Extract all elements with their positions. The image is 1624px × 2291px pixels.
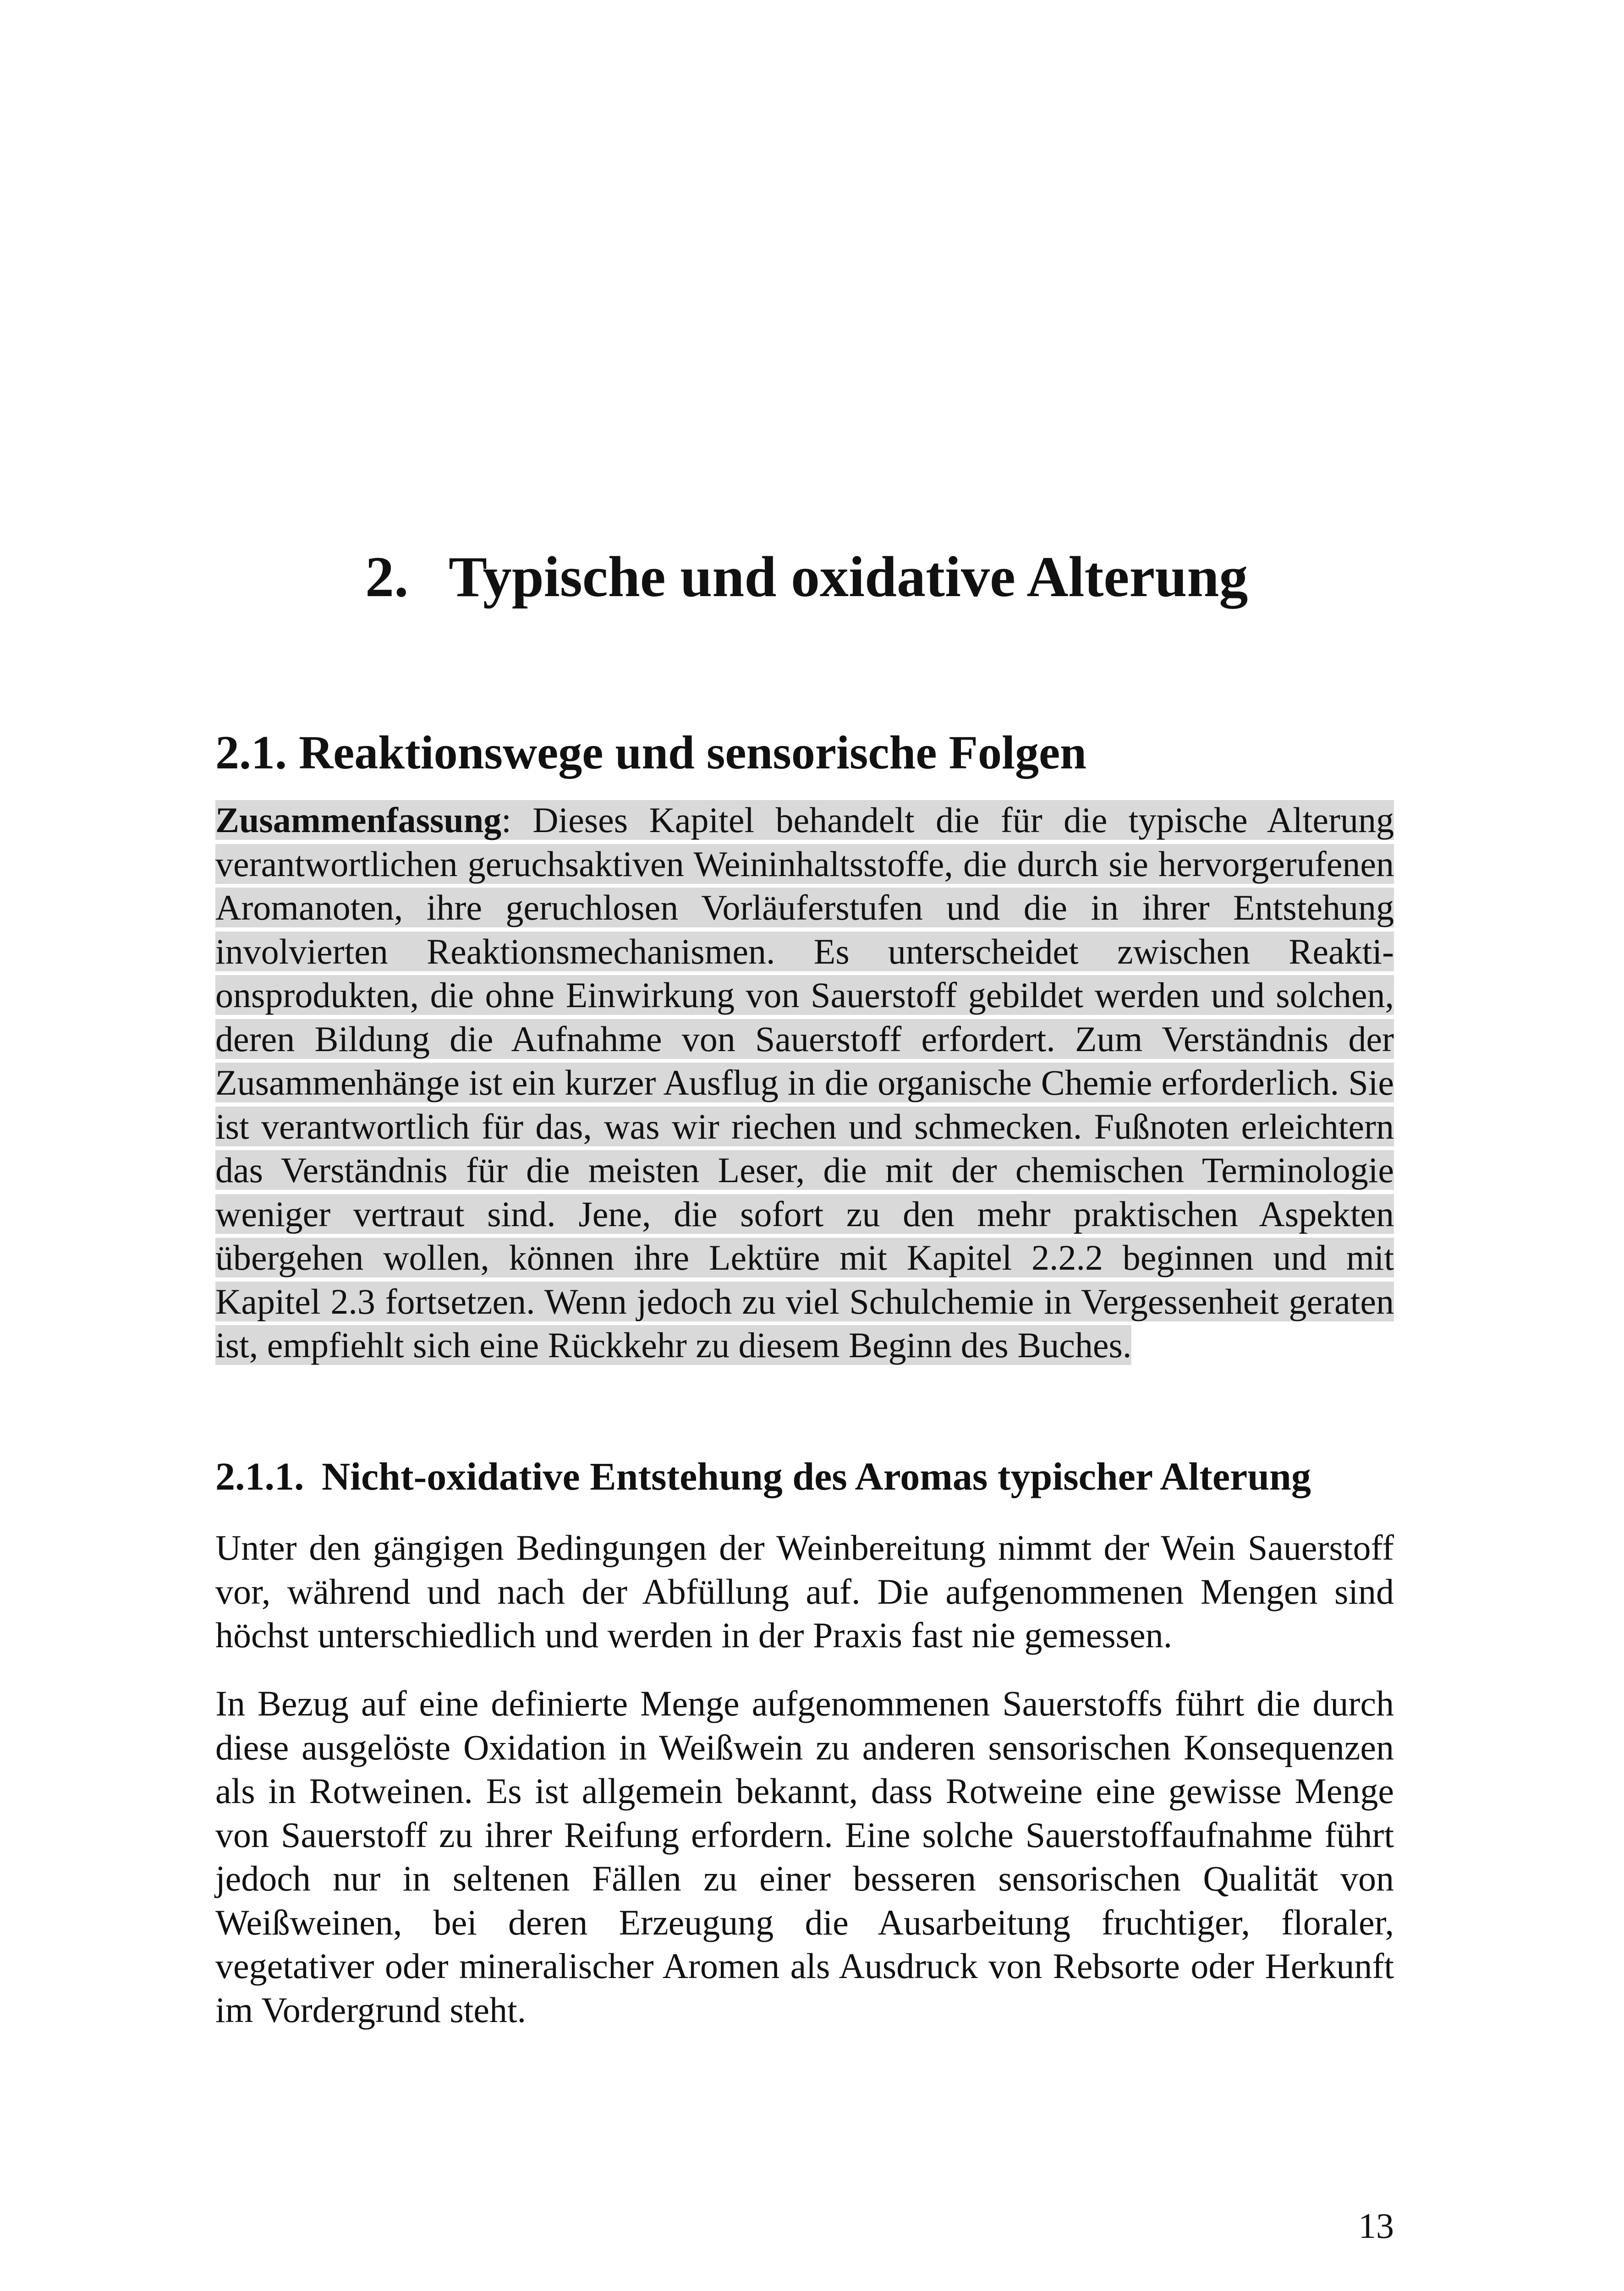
- summary-lead: Zusammenfassung: [215, 800, 502, 840]
- chapter-number: 2.: [365, 545, 409, 609]
- body-paragraph-2: In Bezug auf eine definierte Menge aufgenommenen Sauerstoffs führt die durch diese ausgelöste Oxidation in Weißwein zu anderen sensorischen Konsequenzen als in Rotweinen. Es ist allgemein bekannt, dass Rotweine eine gewisse Menge von Sauerstoff zu ihrer Reifung erfordern. Eine solche Sauerstoffaufnahme führt jedoch nur in seltenen Fällen zu einer besseren sensorischen Qualität von Weißweinen, bei deren Erzeugung die Ausarbeitung fruchtiger, floraler, vegetativer oder mineralischer Aromen als Ausdruck von Rebsorte oder Herkunft im Vordergrund steht.: [215, 1683, 1394, 2030]
- summary-highlight: [215, 800, 1394, 1365]
- subsection-number: 2.1.1.: [215, 1454, 304, 1498]
- summary-text: : Dieses Kapitel behandelt die für die typische Alterung verantwortlichen geruchsaktiven Weininhaltsstoffe, die durch sie hervorgerufenen Aromanoten, ihre geruchlosen Vorläuferstufen und die in ihrer Entstehung involvierten Reaktionsmechanismen. Es unterscheidet zwischen Reaktionsprodukten, die ohne Einwirkung von Sauerstoff gebildet werden und solchen, deren Bildung die Aufnahme von Sauerstoff erfordert. Zum Verständnis der Zusammenhänge ist ein kurzer Ausflug in die organische Chemie erforderlich. Sie ist verantwortlich für das, was wir riechen und schmecken. Fußnoten erleichtern das Verständnis für die meisten Leser, die mit der chemischen Terminologie weniger vertraut sind. Jene, die sofort zu den mehr praktischen Aspekten übergehen wollen, können ihre Lektüre mit Kapitel 2.2.2 beginnen und mit Kapitel 2.3 fortsetzen. Wenn jedoch zu viel Schulchemie in Vergessenheit geraten ist, empfiehlt sich eine Rückkehr zu diesem Beginn des Buches.: [215, 800, 1394, 1365]
- page-number: 13: [1358, 2206, 1394, 2246]
- summary-block: [215, 798, 1394, 1367]
- section-title: 2.1. Reaktionswege und sensorische Folgen: [215, 726, 1086, 779]
- chapter-title-text: Typische und oxidative Alterung: [449, 545, 1248, 609]
- subsection-title: [215, 1451, 1311, 1502]
- subsection-title-text: Nicht-oxidative Entstehung des Aromas typischer Alterung: [322, 1454, 1311, 1498]
- chapter-title: [365, 543, 1248, 612]
- body-paragraph-1: Unter den gängigen Bedingungen der Weinbereitung nimmt der Wein Sauerstoff vor, während und nach der Abfüllung auf. Die aufgenommenen Mengen sind höchst unterschiedlich und werden in der Praxis fast nie gemessen.: [215, 1528, 1394, 1655]
